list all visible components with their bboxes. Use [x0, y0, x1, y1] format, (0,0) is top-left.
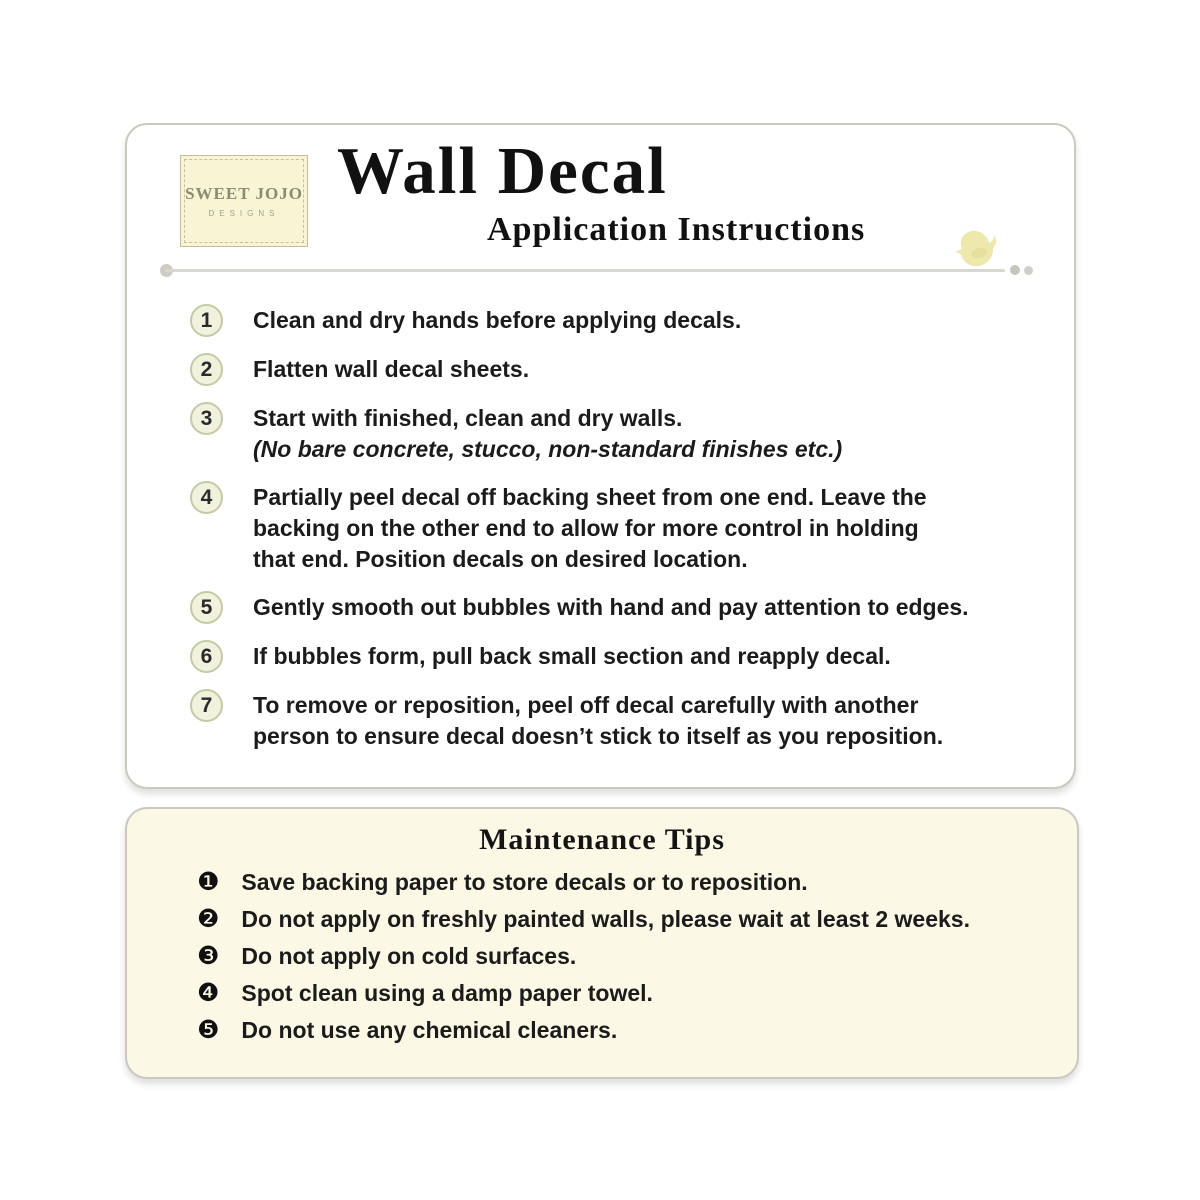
- instruction-step: [190, 305, 1050, 337]
- tip-item: [197, 1015, 1037, 1052]
- tip-text: Spot clean using a damp paper towel.: [241, 980, 653, 1006]
- step-number-badge: 1: [190, 304, 223, 337]
- instruction-step-list: [190, 305, 1050, 769]
- step-text-line: backing on the other end to allow for more control in holding: [253, 515, 919, 541]
- step-text-line: Gently smooth out bubbles with hand and pay attention to edges.: [253, 594, 969, 620]
- tip-text: Do not use any chemical cleaners.: [241, 1017, 618, 1043]
- instructions-card: [125, 123, 1076, 789]
- bird-icon: [953, 227, 999, 276]
- tip-text: Save backing paper to store decals or to reposition.: [241, 869, 808, 895]
- tip-number-bullet: ❷: [197, 905, 220, 933]
- instruction-step: [190, 641, 1050, 673]
- tip-item: [197, 978, 1037, 1015]
- page-subtitle: Application Instructions: [487, 211, 866, 248]
- step-text-line: person to ensure decal doesn’t stick to itself as you reposition.: [253, 723, 944, 749]
- tip-number-bullet: ❸: [197, 942, 220, 970]
- tip-item: [197, 867, 1037, 904]
- step-number-badge: 4: [190, 481, 223, 514]
- tip-number-bullet: ❹: [197, 979, 220, 1007]
- step-text-line: Partially peel decal off backing sheet from one end. Leave the: [253, 484, 927, 510]
- maintenance-title: Maintenance Tips: [479, 823, 725, 856]
- instruction-step: [190, 592, 1050, 624]
- instruction-step: [190, 690, 1050, 752]
- instruction-step: [190, 354, 1050, 386]
- brand-name: SWEET JOJO: [185, 184, 303, 203]
- step-number-badge: 7: [190, 689, 223, 722]
- step-number-badge: 5: [190, 591, 223, 624]
- maintenance-card: [125, 807, 1079, 1079]
- step-number-badge: 6: [190, 640, 223, 673]
- tip-number-bullet: ❶: [197, 868, 220, 896]
- step-text: [253, 592, 969, 623]
- page-title: Wall Decal: [337, 134, 668, 208]
- step-text: [253, 305, 741, 336]
- step-number-badge: 2: [190, 353, 223, 386]
- tip-text: Do not apply on cold surfaces.: [241, 943, 577, 969]
- step-text: [253, 690, 943, 752]
- step-note: (No bare concrete, stucco, non-standard finishes etc.): [253, 436, 843, 462]
- step-text: [253, 354, 529, 385]
- step-text-line: Start with finished, clean and dry walls.: [253, 405, 683, 431]
- tip-item: [197, 904, 1037, 941]
- instruction-step: [190, 482, 1050, 575]
- maintenance-tip-list: [197, 867, 1037, 1052]
- divider-end-dot-2: [1024, 266, 1033, 275]
- step-text-line: that end. Position decals on desired location.: [253, 546, 748, 572]
- step-number-badge: 3: [190, 402, 223, 435]
- step-text: [253, 641, 891, 672]
- step-text: [253, 403, 842, 465]
- tip-text: Do not apply on freshly painted walls, please wait at least 2 weeks.: [241, 906, 970, 932]
- brand-logo: [180, 155, 308, 247]
- divider-end-dot-1: [1010, 265, 1020, 275]
- tip-number-bullet: ❺: [197, 1016, 220, 1044]
- step-text-line: Flatten wall decal sheets.: [253, 356, 530, 382]
- divider-line: [165, 269, 1005, 272]
- step-text-line: Clean and dry hands before applying decals.: [253, 307, 742, 333]
- tip-item: [197, 941, 1037, 978]
- brand-subname: DESIGNS: [208, 209, 280, 218]
- step-text-line: If bubbles form, pull back small section and reapply decal.: [253, 643, 891, 669]
- instruction-step: [190, 403, 1050, 465]
- step-text-line: To remove or reposition, peel off decal carefully with another: [253, 692, 919, 718]
- step-text: [253, 482, 927, 575]
